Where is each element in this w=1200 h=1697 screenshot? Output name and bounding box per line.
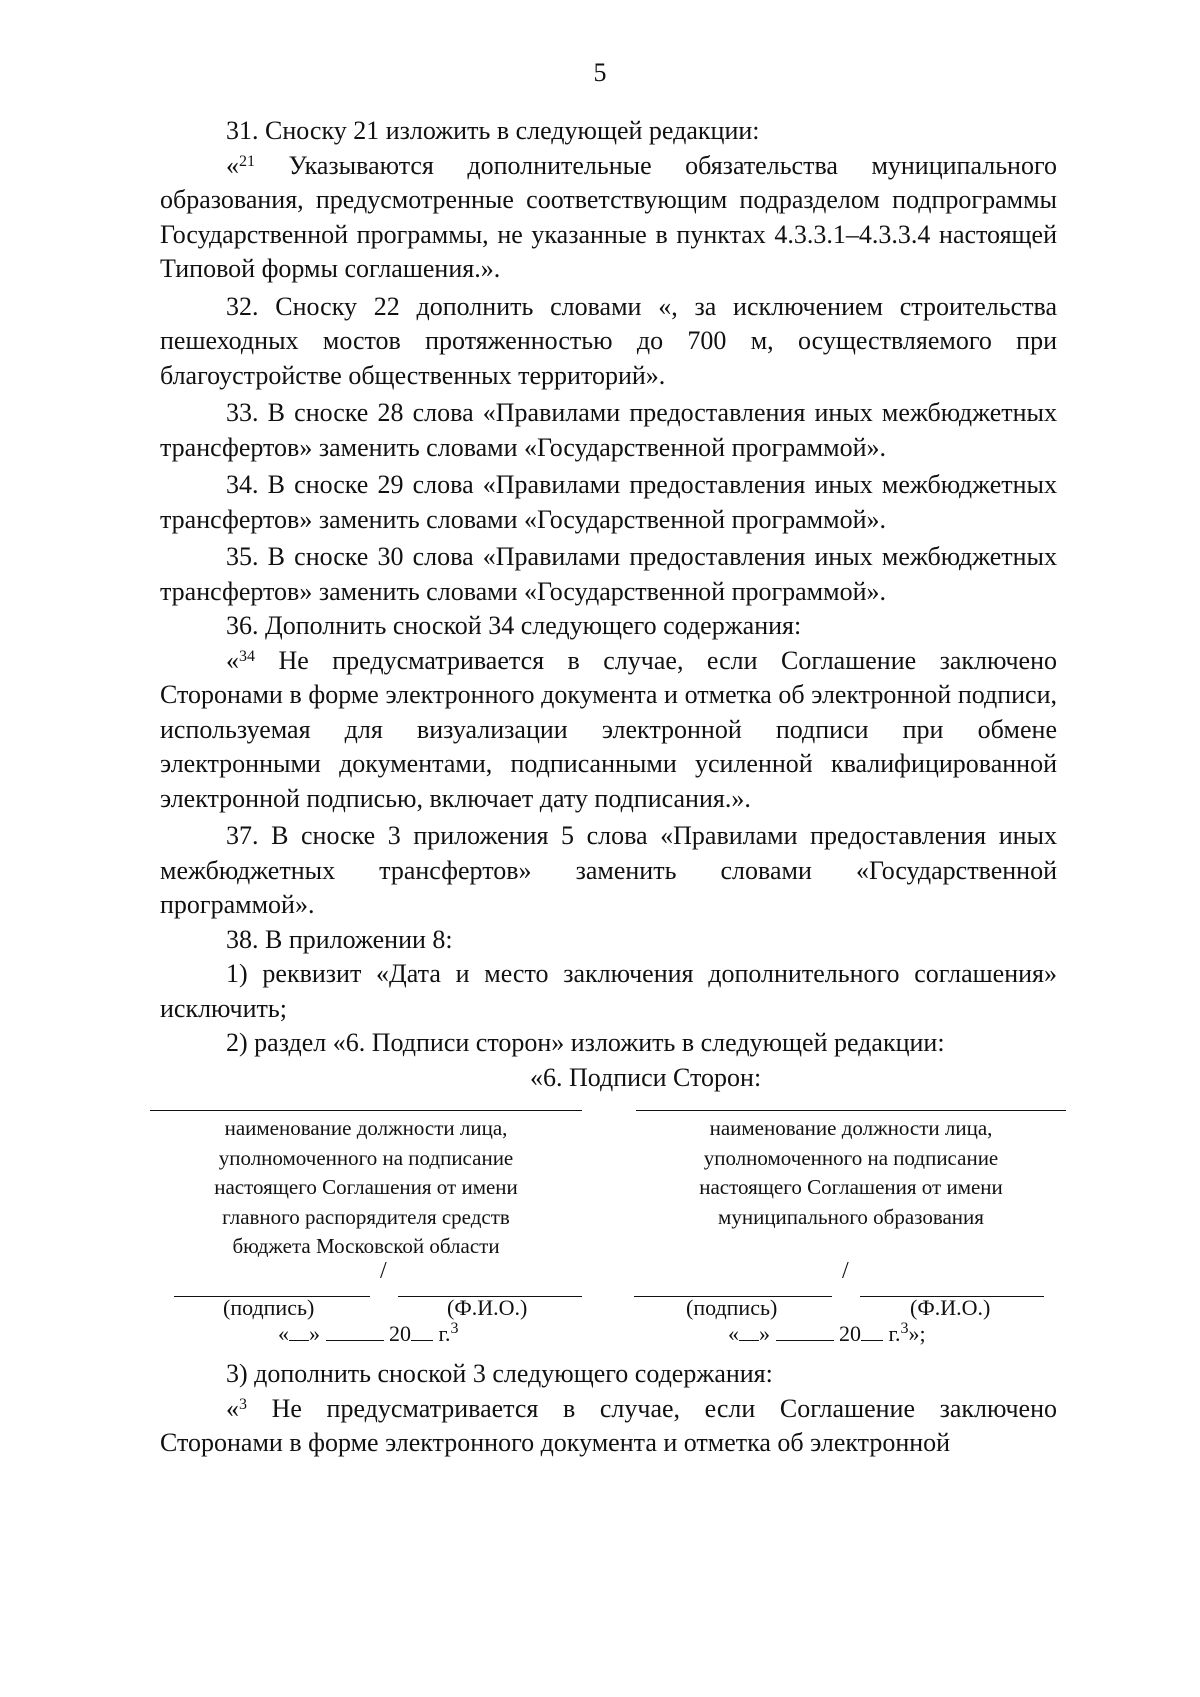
day-blank	[739, 1323, 759, 1341]
right-date-line	[728, 1321, 926, 1347]
item-36-intro: 36. Дополнить сноской 34 следующего содержания:	[226, 611, 802, 640]
item-38-3: 3) дополнить сноской 3 следующего содержания:	[226, 1359, 773, 1388]
left-slash: /	[380, 1258, 387, 1284]
item-34: 34. В сноске 29 слова «Правилами предоставления иных межбюджетных трансфертов» заменить словами «Государственной программой».	[160, 470, 1057, 534]
desc-line: уполномоченного на подписание	[703, 1145, 999, 1170]
right-position-line	[636, 1110, 1066, 1111]
quote-open: «	[226, 1393, 239, 1423]
date-quote-open: «	[278, 1321, 289, 1346]
year-prefix: 20	[839, 1321, 861, 1346]
day-blank	[289, 1323, 309, 1341]
date-ending: »;	[908, 1321, 926, 1346]
desc-line: бюджета Московской области	[232, 1234, 500, 1258]
year-blank	[411, 1323, 433, 1341]
footnote-body: Не предусматривается в случае, если Соглашение заключено Сторонами в форме электронного документа и отметка об электронной	[160, 1393, 1057, 1457]
date-quote-close: »	[759, 1321, 770, 1346]
right-slash: /	[842, 1258, 849, 1284]
footnote-marker: 3	[900, 1320, 909, 1337]
item-33: 33. В сноске 28 слова «Правилами предоставления иных межбюджетных трансфертов» заменить словами «Государственной программой».	[160, 398, 1057, 462]
desc-line: муниципального образования	[718, 1204, 984, 1229]
quote-open: «	[226, 645, 239, 675]
item-38-intro: 38. В приложении 8:	[226, 924, 453, 954]
document-body	[160, 114, 1057, 1095]
desc-line: наименование должности лица,	[709, 1116, 993, 1140]
right-signature-label: (подпись)	[686, 1295, 778, 1320]
item-38-1: 1) реквизит «Дата и место заключения дополнительного соглашения» исключить;	[160, 959, 1057, 1023]
footnote-body: Не предусматривается в случае, если Соглашение заключено Сторонами в форме электронного документа и отметка об электронной подписи, используемая для визуализации электронной подписи при обмене электронными документами, подписанными усиленной квалифицированной электронной подписью, включает дату подписания.».	[160, 645, 1057, 813]
item-31-intro: 31. Сноску 21 изложить в следующей редакции:	[226, 116, 760, 145]
item-38-2: 2) раздел «6. Подписи сторон» изложить в следующей редакции:	[226, 1028, 945, 1057]
desc-line: настоящего Соглашения от имени	[699, 1175, 1003, 1199]
desc-line: главного распорядителя средств	[222, 1204, 510, 1229]
left-position-line	[150, 1110, 582, 1111]
footnote-marker: 34	[239, 647, 255, 665]
footnote-body: Указываются дополнительные обязательства муниципального образования, предусмотренные соответствующим подразделом подпрограммы Государственной программы, не указанные в пунктах 4.3.3.1–4.3.3.4 настоящей Типовой формы соглашения.».	[160, 150, 1057, 283]
item-35: 35. В сноске 30 слова «Правилами предоставления иных межбюджетных трансфертов» заменить словами «Государственной программой».	[160, 542, 1057, 606]
right-name-label: (Ф.И.О.)	[910, 1295, 991, 1320]
document-tail	[160, 1357, 1057, 1461]
year-prefix: 20	[389, 1321, 411, 1346]
date-quote-close: »	[309, 1321, 320, 1346]
footnote-marker: 3	[239, 1395, 247, 1413]
item-38-3-footnote-text	[160, 1392, 1057, 1461]
item-32: 32. Сноску 22 дополнить словами «, за исключением строительства пешеходных мостов протяженностью до 700 м, осуществляемого при благоустройстве общественных территорий».	[160, 291, 1057, 390]
desc-line: настоящего Соглашения от имени	[214, 1175, 518, 1199]
footnote-marker: 21	[239, 152, 255, 170]
item-31-footnote-text	[160, 149, 1057, 287]
section-heading: «6. Подписи Сторон:	[530, 1062, 762, 1092]
year-blank	[861, 1323, 883, 1341]
desc-line: уполномоченного на подписание	[218, 1145, 514, 1170]
page-number: 5	[593, 58, 607, 87]
left-position-description	[146, 1114, 586, 1262]
footnote-marker: 3	[450, 1320, 459, 1337]
left-name-label: (Ф.И.О.)	[447, 1295, 528, 1320]
year-suffix: г.	[433, 1321, 451, 1346]
month-blank	[326, 1323, 384, 1341]
item-36-footnote-text	[160, 644, 1057, 817]
left-date-line	[278, 1321, 459, 1347]
month-blank	[776, 1323, 834, 1341]
left-signature-label: (подпись)	[223, 1295, 315, 1320]
desc-line: наименование должности лица,	[224, 1116, 508, 1140]
date-quote-open: «	[728, 1321, 739, 1346]
quote-open: «	[226, 150, 239, 180]
item-37: 37. В сноске 3 приложения 5 слова «Правилами предоставления иных межбюджетных трансфертов» заменить словами «Государственной программой».	[160, 821, 1057, 919]
right-position-description	[631, 1114, 1071, 1232]
year-suffix: г.	[883, 1321, 901, 1346]
